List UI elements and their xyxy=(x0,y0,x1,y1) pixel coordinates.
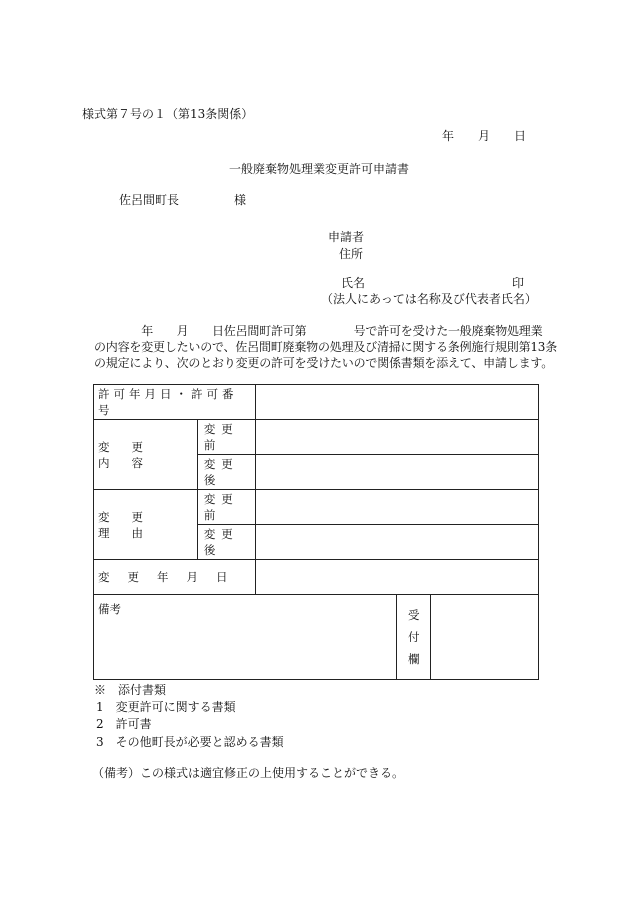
form-number: 様式第７号の１（第13条関係） xyxy=(82,107,254,121)
document-title: 一般廃棄物処理業変更許可申請書 xyxy=(229,162,410,176)
attachment-item-1: 1 変更許可に関する書類 xyxy=(96,700,236,714)
reception-label xyxy=(397,595,431,680)
permit-date-number-label: 許可年月日・許可番号 xyxy=(94,385,256,420)
addressee: 佐呂間町長 xyxy=(119,193,180,207)
applicant-label: 申請者 xyxy=(328,230,365,244)
address-label: 住所 xyxy=(339,247,364,261)
reason-before-label: 変更前 xyxy=(197,490,255,525)
body-line-1: 年 月 日佐呂間町許可第 号で許可を受けた一般廃棄物処理業 xyxy=(94,324,543,338)
reason-after-label: 変更後 xyxy=(197,525,255,560)
seal-mark: 印 xyxy=(512,276,525,290)
reason-before-field[interactable] xyxy=(255,490,538,525)
remarks-label: 備考 xyxy=(98,602,121,616)
content-after-field[interactable] xyxy=(255,455,538,490)
content-before-field[interactable] xyxy=(255,420,538,455)
change-reason-label: 変更理由 xyxy=(94,490,198,560)
content-before-label: 変更前 xyxy=(197,420,255,455)
reception-field[interactable] xyxy=(431,595,539,680)
permit-date-number-field[interactable] xyxy=(255,385,538,420)
attachments-heading: ※ 添付書類 xyxy=(94,683,167,697)
form-remark: （備考）この様式は適宜修正の上使用することができる。 xyxy=(92,766,405,780)
addressee-honorific: 様 xyxy=(234,193,247,207)
attachment-item-2: 2 許可書 xyxy=(96,717,152,731)
remarks-cell[interactable] xyxy=(94,595,397,680)
change-date-field[interactable] xyxy=(255,560,538,595)
reason-after-field[interactable] xyxy=(255,525,538,560)
date-line: 年 月 日 xyxy=(442,129,527,143)
content-after-label: 変更後 xyxy=(197,455,255,490)
application-table xyxy=(93,384,539,680)
body-line-2: の内容を変更したいので、佐呂間町廃棄物の処理及び清掃に関する条例施行規則第13条 xyxy=(94,340,558,354)
change-content-label: 変更内容 xyxy=(94,420,198,490)
name-label: 氏名 xyxy=(341,276,366,290)
change-date-label: 変更年月日 xyxy=(94,560,256,595)
reception-char-3: 欄 xyxy=(408,652,420,666)
reception-char-2: 付 xyxy=(408,630,420,644)
corporate-note: （法人にあっては名称及び代表者氏名） xyxy=(321,292,537,306)
reception-char-1: 受 xyxy=(408,608,420,622)
body-line-3: の規定により、次のとおり変更の許可を受けたいので関係書類を添えて、申請します。 xyxy=(94,356,554,370)
body-text xyxy=(94,323,558,371)
attachment-item-3: 3 その他町長が必要と認める書類 xyxy=(96,735,284,749)
